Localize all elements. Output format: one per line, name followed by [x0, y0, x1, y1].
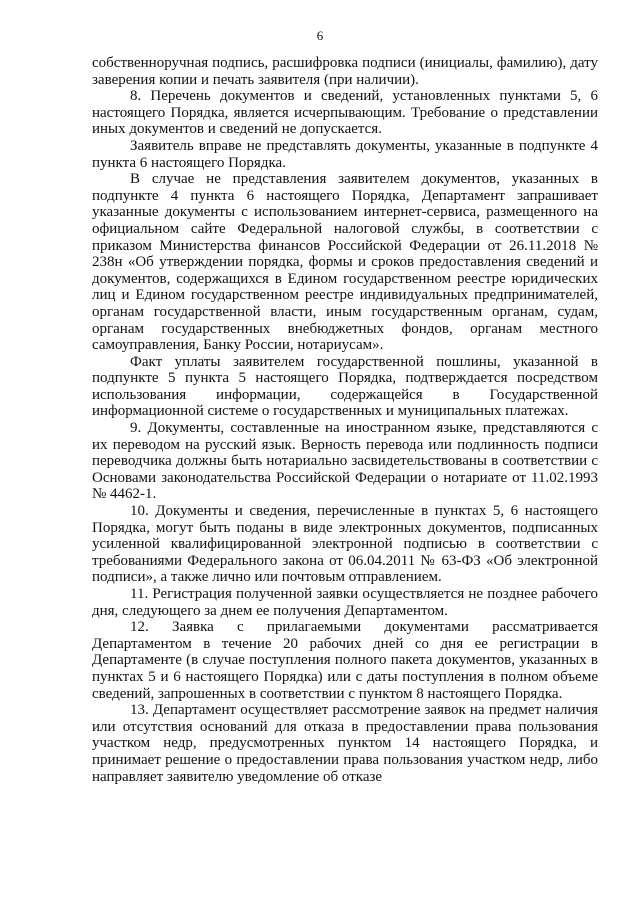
paragraph-applicant-right: Заявитель вправе не представлять документы, указанные в подпункте 4 пункта 6 настоящего Порядка. — [92, 137, 598, 171]
paragraph-item-10: 10. Документы и сведения, перечисленные в пунктах 5, 6 настоящего Порядка, могут быть поданы в виде электронных документов, подписанных усиленной квалифицированной электронной подписью в соответствии с требованиями Федерального закона от 06.04.2011 № 63-ФЗ «Об электронной подписи», а также лично или почтовым отправлением. — [92, 503, 598, 586]
paragraph-continuation: собственноручная подпись, расшифровка подписи (инициалы, фамилию), дату заверения копии и печать заявителя (при наличии). — [92, 55, 598, 88]
page-number: 6 — [316, 28, 324, 43]
paragraph-item-13: 13. Департамент осуществляет рассмотрение заявок на предмет наличия или отсутствия оснований для отказа в предоставлении права пользования участком недр, предусмотренных пунктом 14 настоящего Порядка, и принимает решение о предоставлении права пользования участком недр, либо направляет заявителю уведомление об отказе — [92, 702, 598, 785]
document-body — [92, 55, 598, 785]
paragraph-fee-payment: Факт уплаты заявителем государственной пошлины, указанной в подпункте 5 пункта 5 настоящего Порядка, подтверждается посредством использования информации, содержащейся в Государственной информационной системе о государственных и муниципальных платежах. — [92, 353, 598, 420]
paragraph-department-request: В случае не представления заявителем документов, указанных в подпункте 4 пункта 6 настоящего Порядка, Департамент запрашивает указанные документы с использованием интернет-сервиса, размещенного на официальном сайте Федеральной налоговой службы, в соответствии с приказом Министерства финансов Российской Федерации от 26.11.2018 № 238н «Об утверждении порядка, формы и сроков предоставления сведений и документов, содержащихся в Едином государственном реестре юридических лиц и Едином государственном реестре индивидуальных предпринимателей, органам государственной власти, иным государственным органам, судам, органам государственных внебюджетных фондов, органам местного самоуправления, Банку России, нотариусам». — [92, 171, 598, 354]
paragraph-item-8: 8. Перечень документов и сведений, установленных пунктами 5, 6 настоящего Порядка, является исчерпывающим. Требование о представлении иных документов и сведений не допускается. — [92, 88, 598, 138]
paragraph-item-11: 11. Регистрация полученной заявки осуществляется не позднее рабочего дня, следующего за днем ее получения Департаментом. — [92, 586, 598, 619]
paragraph-item-12: 12. Заявка с прилагаемыми документами рассматривается Департаментом в течение 20 рабочих дней со дня ее регистрации в Департаменте (в случае поступления полного пакета документов, указанных в пунктах 5 и 6 настоящего Порядка) или с даты поступления в полном объеме сведений, запрошенных в соответствии с пунктом 8 настоящего Порядка. — [92, 619, 598, 702]
paragraph-item-9: 9. Документы, составленные на иностранном языке, представляются с их переводом на русский язык. Верность перевода или подлинность подписи переводчика должны быть нотариально засвидетельствованы в соответствии с Основами законодательства Российской Федерации о нотариате от 11.02.1993 № 4462-1. — [92, 420, 598, 503]
